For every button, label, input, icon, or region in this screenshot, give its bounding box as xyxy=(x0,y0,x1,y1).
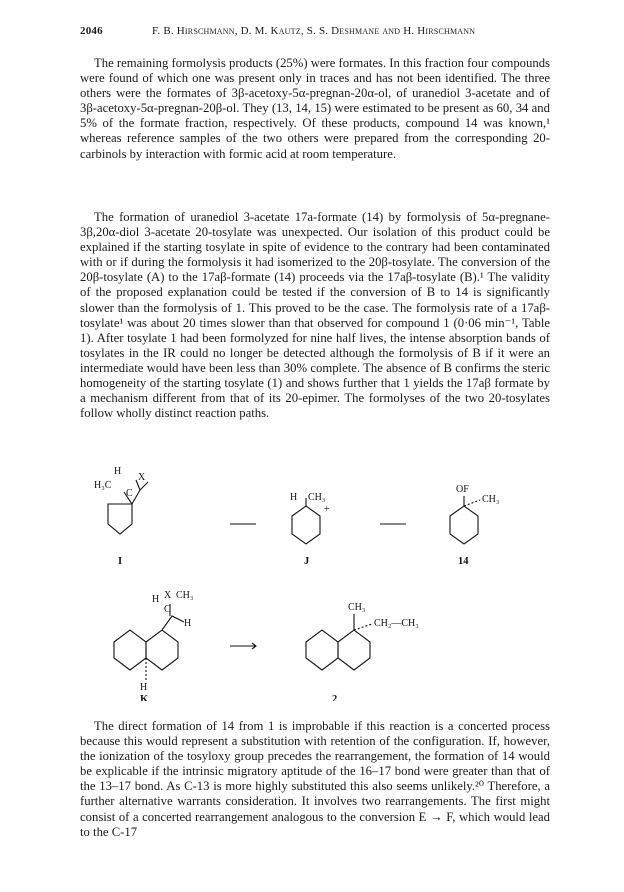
compound-label-2: 2 xyxy=(332,694,338,701)
atom-label: H xyxy=(184,618,192,629)
compound-label-k: K xyxy=(140,694,149,701)
atom-label: H xyxy=(152,594,160,605)
author-line: F. B. Hirschmann, D. M. Kautz, S. S. Deshmane and H. Hirschmann xyxy=(152,25,476,37)
ring-2-a xyxy=(306,630,338,670)
bond-i xyxy=(140,482,148,490)
running-head xyxy=(80,25,550,41)
paragraph-direct-formation xyxy=(80,719,550,840)
compound-label-i: I xyxy=(118,556,123,567)
atom-label: H xyxy=(290,492,298,503)
bond-i xyxy=(132,480,140,504)
atom-label: CH₂—CH₃ xyxy=(374,618,419,629)
atom-label: C xyxy=(164,604,171,615)
ring-14 xyxy=(450,506,478,544)
page-number: 2046 xyxy=(80,25,103,37)
atom-label: CH₃ xyxy=(348,602,366,613)
paragraph-text: The remaining formolysis products (25%) were formates. In this fraction four compounds were found of which one was present only in traces and has not been identified. The three others were the formates of 3β-acetoxy-5α-pregnan-20α-ol, of uranediol 3-acetate and of 3β-acetoxy-5α-pregnan-20β-ol. They (13, 14, 15) were estimated to be present as 60, 34 and 5% of the formate fraction, respectively. Of these products, compound 14 was known,¹ whereas reference samples of the two others were prepared from the corresponding 20-carbinols by interaction with formic acid at room temperature. xyxy=(80,56,550,161)
atom-label: C xyxy=(126,488,133,499)
atom-label: CH₃ xyxy=(176,590,194,601)
ring-k-b xyxy=(146,630,178,670)
atom-label: X xyxy=(164,590,172,601)
paragraph-text: The direct formation of 14 from 1 is improbable if this reaction is a concerted process because this would represent a substitution with retention of the configuration. If, however, the ionization of the tosyloxy group precedes the rearrangement, the formation of 14 would be explicable if the intrinsic migratory aptitude of the 16–17 bond were greater than that of the 13–17 bond. As C-13 is more highly substituted this also seems unlikely.²⁰ Therefore, a further alternative warrants consideration. It involves two rearrangements. The first might consist of a concerted rearrangement analogous to the conversion E → F, which would lead to the C-17 xyxy=(80,719,550,839)
bond-k xyxy=(162,616,184,630)
bond-2 xyxy=(354,624,372,630)
atom-label: H xyxy=(114,466,122,477)
paragraph-text: The formation of uranediol 3-acetate 17a-formate (14) by formolysis of 5α-pregnane-3β,20α-diol 3-acetate 20-tosylate was unexpected. Our isolation of this product could be explained if the starting tosylate in spite of evidence to the contrary had been contaminated with or if during the formolysis it had isomerized to the 20β-tosylate. The conversion of the 20β-tosylate (A) to the 17aβ-formate (14) proceeds via the 17aβ-tosylate (B).¹ The validity of the proposed explanation could be tested if the conversion of B to 14 is significantly slower than the formolysis of 1. This proved to be the case. The formolysis rate of a 17aβ-tosylate¹ was about 20 times slower than that observed for compound 1 (0·06 min⁻¹, Table 1). After tosylate 1 had been formolyzed for nine half lives, the intense absorption bands of tosylates in the IR could no longer be detected although the formolysis of B if it were an intermediate would have been less than 30% complete. The absence of B confirms the steric homogeneity of the starting tosylate (1) and shows further that 1 yields the 17aβ formate by a mechanism different from that of its 20-epimer. The formolyses of the two 20-tosylates follow wholly distinct reaction paths. xyxy=(80,210,550,421)
compound-label-j: J xyxy=(304,556,310,567)
atom-label: OF xyxy=(456,484,469,495)
ring-2-b xyxy=(338,630,370,670)
bond-14 xyxy=(464,500,480,506)
atom-label: CH₃ xyxy=(482,494,500,505)
ring-k-a xyxy=(114,630,146,670)
paragraph-formates xyxy=(80,56,550,162)
reaction-scheme xyxy=(80,446,550,701)
compound-label-14: 14 xyxy=(458,556,469,567)
paragraph-uranediol xyxy=(80,210,550,421)
atom-label: H₃C xyxy=(94,480,112,491)
atom-label: CH₃ xyxy=(308,492,326,503)
scheme-drawing xyxy=(80,446,550,701)
ring-i xyxy=(108,504,132,534)
atom-label: + xyxy=(324,504,330,515)
ring-j xyxy=(292,506,320,544)
atom-label: X xyxy=(138,472,146,483)
atom-label: H xyxy=(140,682,148,693)
